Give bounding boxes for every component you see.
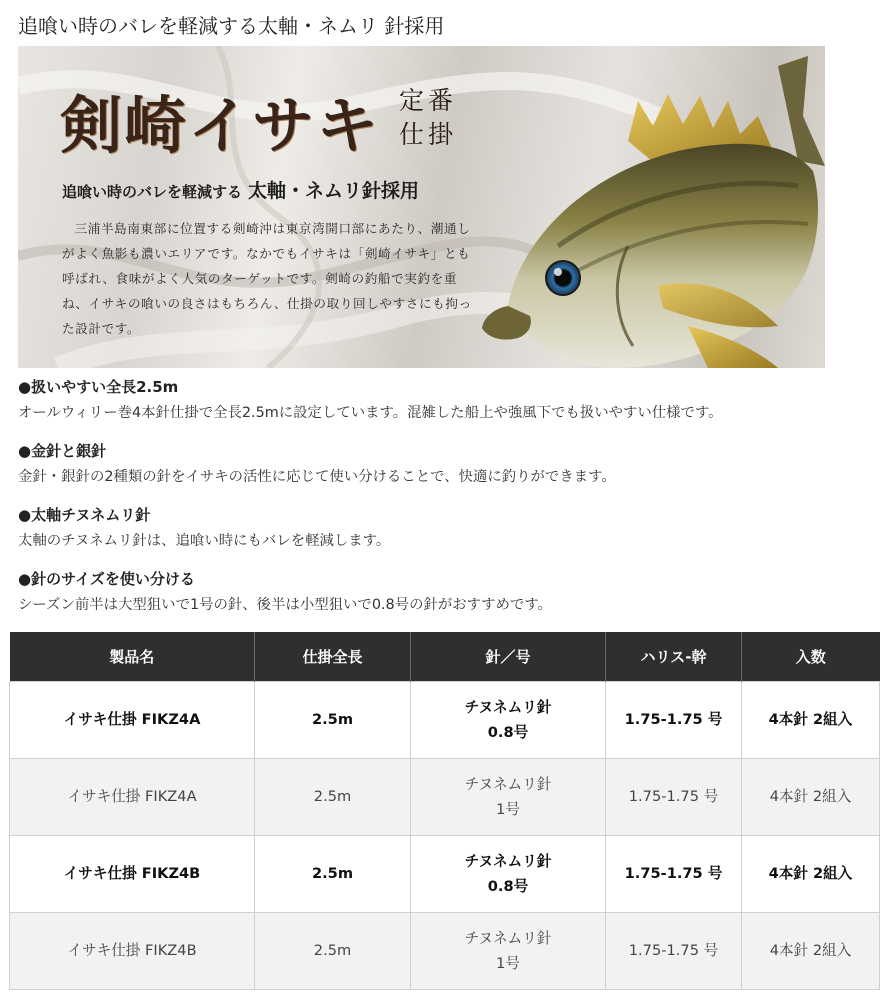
cell-product: イサキ仕掛 FIKZ4B [10, 912, 255, 989]
feature-item [18, 376, 878, 440]
cell-length: 2.5m [255, 912, 411, 989]
hero-subtitle [62, 176, 419, 203]
feature-list [18, 376, 878, 632]
feature-item [18, 504, 878, 568]
feature-title: ●金針と銀針 [18, 442, 107, 460]
feature-item [18, 568, 878, 632]
page-headline: 追喰い時のバレを軽減する太軸・ネムリ 針採用 [18, 14, 445, 38]
spec-table [9, 632, 880, 990]
cell-hook-size: 0.8号 [487, 723, 529, 741]
cell-hook-type: チヌネムリ針 [464, 775, 552, 793]
feature-body: オールウィリー巻4本針仕掛で全長2.5mに設定しています。混雑した船上や強風下でも扱いやすい仕様です。 [18, 405, 723, 421]
table-header-row [10, 632, 880, 681]
hero-description: 三浦半島南東部に位置する剣崎沖は東京湾開口部にあたり、潮通しがよく魚影も濃いエリアです。なかでもイサキは「剣崎イサキ」とも呼ばれ、食味がよく人気のターゲットです。剣崎の釣船で実釣を重ね、イサキの喰いの良さはもちろん、仕掛の取り回しやすさにも拘った設計です。 [62, 221, 472, 336]
cell-length: 2.5m [255, 681, 411, 758]
hero-subtitle-strong: 太軸・ネムリ針採用 [248, 180, 420, 202]
hero-side-line: 仕掛 [398, 120, 457, 149]
cell-hook [411, 681, 606, 758]
hero-subtitle-lead: 追喰い時のバレを軽減する [62, 183, 243, 201]
cell-length: 2.5m [255, 835, 411, 912]
cell-quantity: 4本針 2組入 [742, 912, 880, 989]
feature-body: 金針・銀針の2種類の針をイサキの活性に応じて使い分けることで、快適に釣りができます。 [18, 469, 616, 485]
cell-line: 1.75-1.75 号 [606, 912, 742, 989]
column-header-hook: 針／号 [411, 632, 606, 681]
table-row [10, 681, 880, 758]
column-header-product: 製品名 [10, 632, 255, 681]
cell-hook-type: チヌネムリ針 [464, 852, 552, 870]
cell-line: 1.75-1.75 号 [606, 758, 742, 835]
cell-length: 2.5m [255, 758, 411, 835]
table-row [10, 835, 880, 912]
cell-hook [411, 758, 606, 835]
cell-hook [411, 835, 606, 912]
cell-line: 1.75-1.75 号 [606, 835, 742, 912]
cell-quantity: 4本針 2組入 [742, 835, 880, 912]
cell-hook [411, 912, 606, 989]
column-header-length: 仕掛全長 [255, 632, 411, 681]
hero-title: 剣崎イサキ [60, 89, 381, 162]
table-row [10, 758, 880, 835]
feature-title: ●扱いやすい全長2.5m [18, 378, 179, 396]
isaki-fish-illustration [478, 46, 825, 368]
hero-side-line: 定番 [398, 86, 457, 115]
cell-hook-type: チヌネムリ針 [464, 929, 552, 947]
feature-body: シーズン前半は大型狙いで1号の針、後半は小型狙いで0.8号の針がおすすめです。 [18, 597, 552, 613]
cell-product: イサキ仕掛 FIKZ4A [10, 681, 255, 758]
cell-quantity: 4本針 2組入 [742, 758, 880, 835]
cell-line: 1.75-1.75 号 [606, 681, 742, 758]
feature-title: ●太軸チヌネムリ針 [18, 506, 151, 524]
cell-hook-type: チヌネムリ針 [464, 698, 552, 716]
cell-hook-size: 0.8号 [487, 877, 529, 895]
hero-banner [18, 46, 825, 368]
cell-quantity: 4本針 2組入 [742, 681, 880, 758]
cell-product: イサキ仕掛 FIKZ4B [10, 835, 255, 912]
column-header-quantity: 入数 [742, 632, 880, 681]
table-row [10, 912, 880, 989]
cell-hook-size: 1号 [496, 954, 520, 972]
cell-product: イサキ仕掛 FIKZ4A [10, 758, 255, 835]
feature-item [18, 440, 878, 504]
hero-side-label [392, 84, 464, 152]
cell-hook-size: 1号 [496, 800, 520, 818]
column-header-line: ハリス-幹 [606, 632, 742, 681]
feature-body: 太軸のチヌネムリ針は、追喰い時にもバレを軽減します。 [18, 533, 391, 549]
feature-title: ●針のサイズを使い分ける [18, 570, 195, 588]
